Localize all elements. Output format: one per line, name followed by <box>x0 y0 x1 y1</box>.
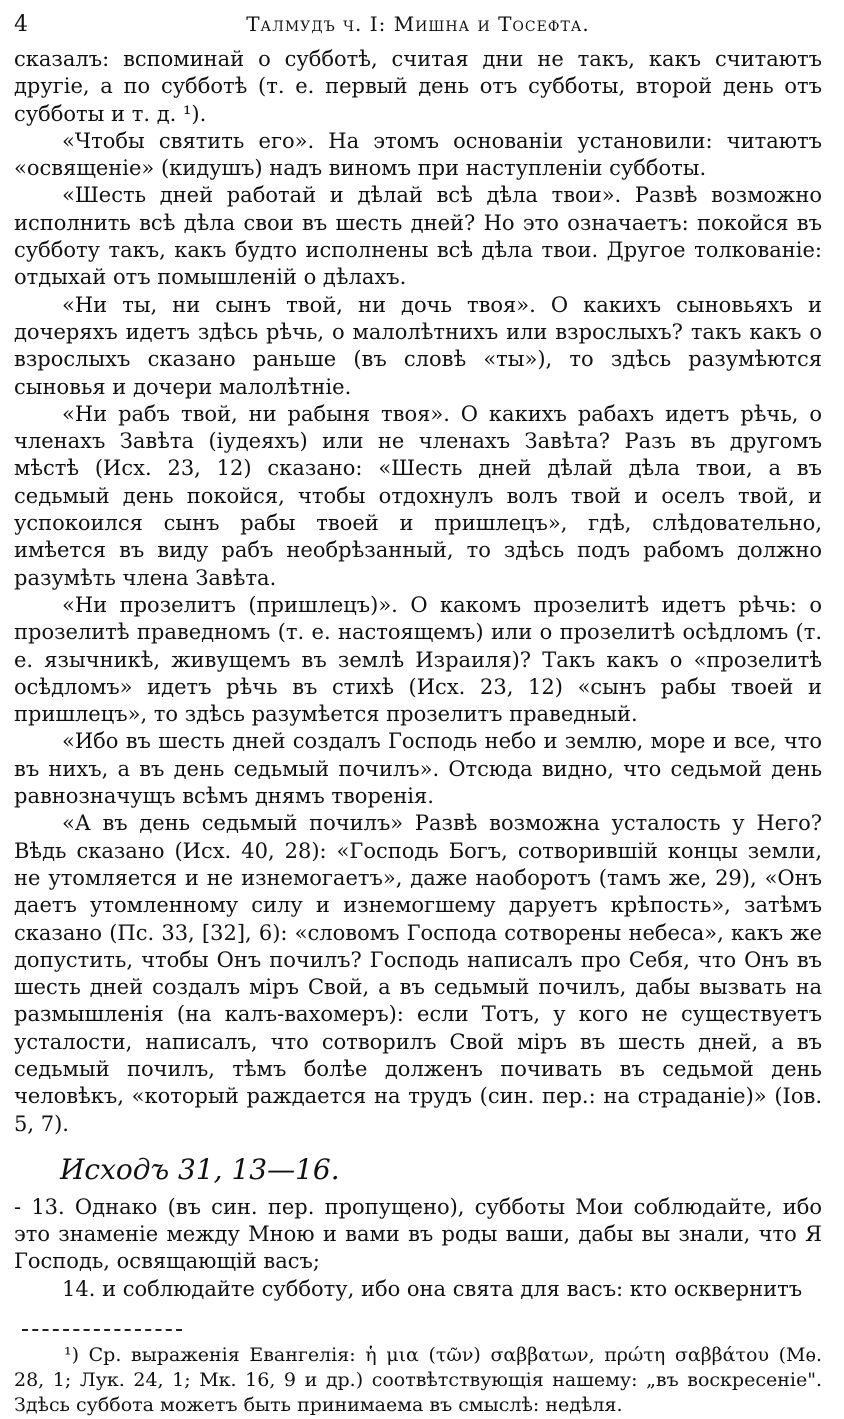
footnote <box>14 1343 822 1418</box>
footnote-divider <box>22 1329 182 1331</box>
running-title: Талмудъ ч. I: Мишна и Тосефта. <box>246 12 590 36</box>
footnote-text: ¹) Ср. выраженія Евангелія: ἡ μια (τῶν) σαββατων, πρώτη σαββάτου (Мѳ. 28, 1; Лук. 24, 1; Мк. 16, 9 и др.) соотвѣтствующія нашему: „въ воскресеніе". Здѣсь суббота можетъ быть принимаема въ смыслѣ: недѣля. <box>14 1344 822 1417</box>
verse: 14. и соблюдайте субботу, ибо она свята для васъ: кто осквернитъ <box>62 1276 803 1301</box>
paragraph: «Ни прозелитъ (пришлецъ)». О какомъ прозелитѣ идетъ рѣчь: о прозелитѣ праведномъ (т. е. настоящемъ) или о прозелитѣ осѣдломъ (т. е. язычникѣ, живущемъ въ землѣ Израиля)? Такъ какъ о «прозелитѣ осѣдломъ» идетъ рѣчь въ стихѣ (Исх. 23, 12) «сынъ рабы твоей и пришлецъ», то здѣсь разумѣется прозелитъ праведный. <box>14 592 822 727</box>
paragraph: сказалъ: вспоминай о субботѣ, считая дни не такъ, какъ считаютъ другіе, а по субботѣ (т. е. первый день отъ субботы, второй день отъ субботы и т. д. ¹). <box>14 47 822 126</box>
verse: - 13. Однако (въ син. пер. пропущено), субботы Мои соблюдайте, ибо это знаменіе между Мною и вами въ роды ваши, дабы вы знали, что Я Господь, освящающій васъ; <box>14 1194 822 1274</box>
page-header <box>14 12 822 46</box>
main-text <box>14 46 822 1303</box>
paragraph: «А въ день седьмый почилъ» Развѣ возможна усталость у Него? Вѣдь сказано (Исх. 40, 28): «Господь Богъ, сотворившій концы земли, не утомляется и не изнемогаетъ», даже наоборотъ (тамъ же, 29), «Онъ даетъ утомленному силу и изнемогшему даруетъ крѣпость», затѣмъ сказано (Пс. 33, [32], 6): «словомъ Господа сотворены небеса», какъ же допустить, чтобы Онъ почилъ? Господь написалъ про Себя, что Онъ въ шесть дней создалъ міръ Свой, а въ седьмый почилъ, дабы вызвать на размышленія (на калъ-вахомеръ): если Тотъ, у кого не существуетъ усталости, написалъ, что сотворилъ Свой міръ въ шесть дней, а въ седьмый почилъ, тѣмъ болѣе долженъ почивать въ седьмой день человѣкъ, «который раждается на трудъ (син. пер.: на страданіе)» (Іов. 5, 7). <box>14 811 822 1136</box>
section-heading: Исходъ 31, 13—16. <box>60 1152 340 1186</box>
paragraph: «Шесть дней работай и дѣлай всѣ дѣла твои». Развѣ возможно исполнить всѣ дѣла свои въ шесть дней? Но это означаетъ: покойся въ субботу такъ, какъ будто исполнены всѣ дѣла твои. Другое толкованіе: отдыхай отъ помышленій о дѣлахъ. <box>14 183 822 290</box>
page-number: 4 <box>14 12 29 37</box>
paragraph: «Ни рабъ твой, ни рабыня твоя». О какихъ рабахъ идетъ рѣчь, о членахъ Завѣта (іудеяхъ) или не членахъ Завѣта? Разъ въ другомъ мѣстѣ (Исх. 23, 12) сказано: «Шесть дней дѣлай дѣла твои, а въ седьмый день покойся, чтобы отдохнулъ волъ твой и оселъ твой, и успокоился сынъ рабы твоей и пришлецъ», гдѣ, слѣдовательно, имѣется въ виду рабъ необрѣзанный, то здѣсь подъ рабомъ должно разумѣть члена Завѣта. <box>14 401 822 590</box>
paragraph: «Ни ты, ни сынъ твой, ни дочь твоя». О какихъ сыновьяхъ и дочеряхъ идетъ здѣсь рѣчь, о малолѣтнихъ или взрослыхъ? такъ какъ о взрослыхъ сказано раньше (въ словѣ «ты»), то здѣсь разумѣются сыновья и дочери малолѣтніе. <box>14 292 822 399</box>
paragraph: «Чтобы святить его». На этомъ основаніи установили: читаютъ «освященіе» (кидушъ) надъ виномъ при наступленіи субботы. <box>14 128 822 181</box>
paragraph: «Ибо въ шесть дней создалъ Господь небо и землю, море и все, что въ нихъ, а въ день седьмый почилъ». Отсюда видно, что седьмой день равнозначущъ всѣмъ днямъ творенія. <box>14 729 822 809</box>
